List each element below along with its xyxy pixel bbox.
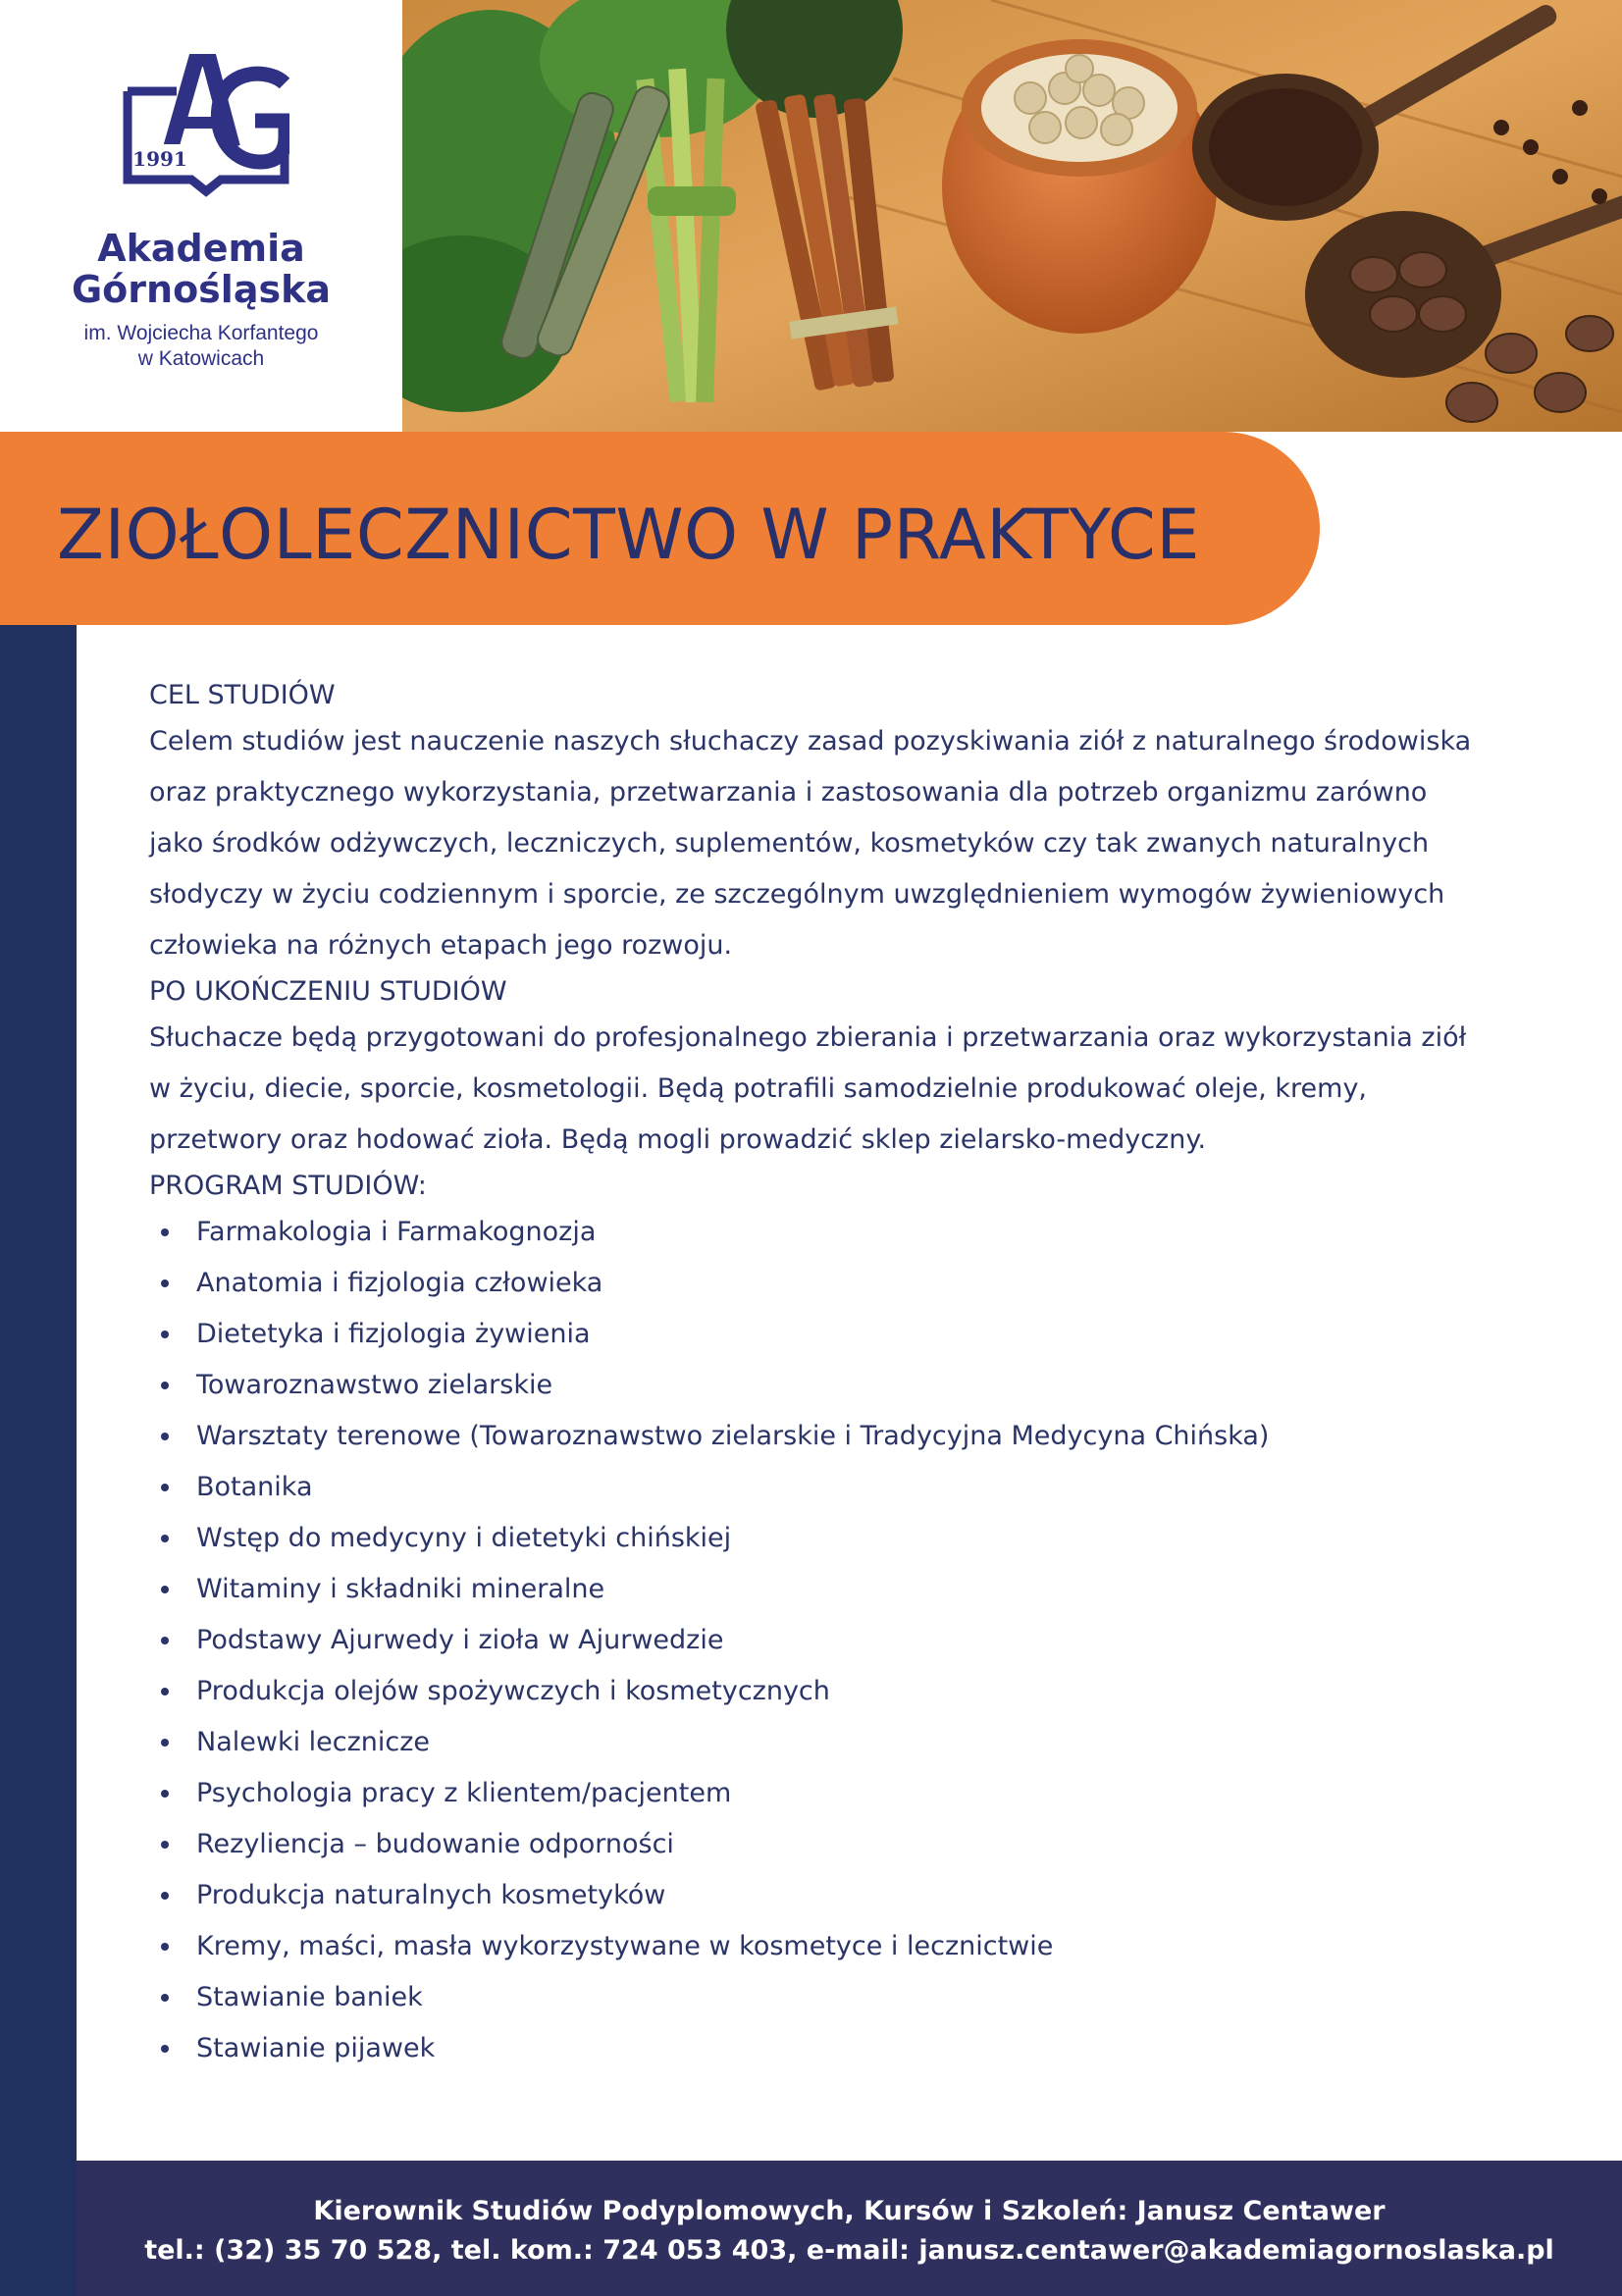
bullet-icon xyxy=(161,1382,169,1389)
logo-subtitle-line1: im. Wojciecha Korfantego xyxy=(83,322,319,344)
after-studies-paragraph xyxy=(149,1013,1543,1166)
goal-line: człowieka na różnych etapach jego rozwoju. xyxy=(149,930,733,961)
bullet-icon xyxy=(161,1586,169,1593)
after-studies-line: przetwory oraz hodować zioła. Będą mogli prowadzić sklep zielarsko-medyczny. xyxy=(149,1124,1207,1155)
bullet-icon xyxy=(161,1790,169,1798)
program-item-label: Nalewki lecznicze xyxy=(196,1727,431,1757)
program-item xyxy=(149,1513,1543,1564)
program-item xyxy=(149,1768,1543,1819)
program-item xyxy=(149,2023,1543,2074)
bullet-icon xyxy=(161,1892,169,1900)
program-item xyxy=(149,1819,1543,1870)
goal-paragraph xyxy=(149,716,1543,971)
program-item xyxy=(149,1921,1543,1972)
bullet-icon xyxy=(161,1688,169,1696)
program-item-label: Towaroznawstwo zielarskie xyxy=(196,1370,553,1400)
bullet-icon xyxy=(161,1331,169,1338)
university-logo-icon xyxy=(123,54,289,201)
program-item-label: Rezyliencja – budowanie odporności xyxy=(196,1829,674,1859)
page-title: ZIOŁOLECZNICTWO W PRAKTYCE xyxy=(57,495,1201,575)
bullet-icon xyxy=(161,1637,169,1644)
herbs-spices-photo xyxy=(402,0,1622,432)
logo-name-line1: Akademia xyxy=(97,227,305,270)
goal-line: jako środków odżywczych, leczniczych, suplementów, kosmetyków czy tak zwanych naturalnych xyxy=(149,828,1430,859)
program-item xyxy=(149,1870,1543,1921)
program-item xyxy=(149,1411,1543,1462)
program-item-label: Stawianie baniek xyxy=(196,1982,423,2012)
after-studies-heading: PO UKOŃCZENIU STUDIÓW xyxy=(149,976,507,1007)
program-item-label: Psychologia pracy z klientem/pacjentem xyxy=(196,1778,732,1808)
bullet-icon xyxy=(161,1739,169,1747)
footer-contact[interactable]: tel.: (32) 35 70 528, tel. kom.: 724 053 403, e-mail: janusz.centawer@akademiagornoslaska.pl xyxy=(144,2235,1554,2266)
clay-pot xyxy=(942,39,1217,334)
bullet-icon xyxy=(161,2045,169,2053)
program-item xyxy=(149,1615,1543,1666)
after-studies-line: Słuchacze będą przygotowani do profesjonalnego zbierania i przetwarzania oraz wykorzystania ziół xyxy=(149,1022,1467,1053)
program-item xyxy=(149,1666,1543,1717)
program-item-label: Kremy, maści, masła wykorzystywane w kosmetyce i lecznictwie xyxy=(196,1931,1054,1961)
bullet-icon xyxy=(161,1228,169,1236)
logo-name-line2: Górnośląska xyxy=(71,268,331,311)
footer xyxy=(77,2161,1622,2296)
program-item xyxy=(149,1462,1543,1513)
program-item-label: Produkcja naturalnych kosmetyków xyxy=(196,1880,666,1910)
program-item-label: Farmakologia i Farmakognozja xyxy=(196,1217,597,1247)
program-item-label: Podstawy Ajurwedy i zioła w Ajurwedzie xyxy=(196,1625,724,1655)
left-accent-bar xyxy=(0,625,77,2296)
program-item-label: Dietetyka i fizjologia żywienia xyxy=(196,1319,591,1349)
after-studies-line: w życiu, diecie, sporcie, kosmetologii. Będą potrafili samodzielnie produkować oleje, kremy, xyxy=(149,1073,1368,1104)
logo-subtitle-line2: w Katowicach xyxy=(137,347,265,370)
program-item xyxy=(149,1564,1543,1615)
program-item-label: Produkcja olejów spożywczych i kosmetycznych xyxy=(196,1676,830,1706)
goal-line: Celem studiów jest nauczenie naszych słuchaczy zasad pozyskiwania ziół z naturalnego środowiska xyxy=(149,726,1472,757)
footer-director: Kierownik Studiów Podyplomowych, Kursów i Szkoleń: Janusz Centawer xyxy=(313,2196,1386,2226)
bullet-icon xyxy=(161,1484,169,1491)
program-heading: PROGRAM STUDIÓW: xyxy=(149,1171,427,1201)
goal-heading: CEL STUDIÓW xyxy=(149,680,336,710)
program-item-label: Anatomia i fizjologia człowieka xyxy=(196,1268,603,1298)
bullet-icon xyxy=(161,1535,169,1542)
logo-year: 1991 xyxy=(132,147,187,171)
program-item-label: Botanika xyxy=(196,1472,313,1502)
main-content xyxy=(149,675,1543,2074)
program-item xyxy=(149,1207,1543,1258)
bullet-icon xyxy=(161,1279,169,1287)
program-item xyxy=(149,1972,1543,2023)
program-item xyxy=(149,1309,1543,1360)
program-item xyxy=(149,1717,1543,1768)
goal-line: słodyczy w życiu codziennym i sporcie, ze szczególnym uwzględnieniem wymogów żywieniowych xyxy=(149,879,1445,910)
program-item xyxy=(149,1360,1543,1411)
program-item-label: Witaminy i składniki mineralne xyxy=(196,1574,605,1604)
logo-block xyxy=(0,0,402,432)
program-item-label: Stawianie pijawek xyxy=(196,2033,436,2063)
program-item xyxy=(149,1258,1543,1309)
program-item-label: Wstęp do medycyny i dietetyki chińskiej xyxy=(196,1523,732,1553)
goal-line: oraz praktycznego wykorzystania, przetwarzania i zastosowania dla potrzeb organizmu zarówno xyxy=(149,777,1428,808)
bullet-icon xyxy=(161,1994,169,2002)
bullet-icon xyxy=(161,1943,169,1951)
bullet-icon xyxy=(161,1433,169,1440)
program-list xyxy=(149,1207,1543,2074)
bullet-icon xyxy=(161,1841,169,1849)
program-item-label: Warsztaty terenowe (Towaroznawstwo zielarskie i Tradycyjna Medycyna Chińska) xyxy=(196,1421,1270,1451)
